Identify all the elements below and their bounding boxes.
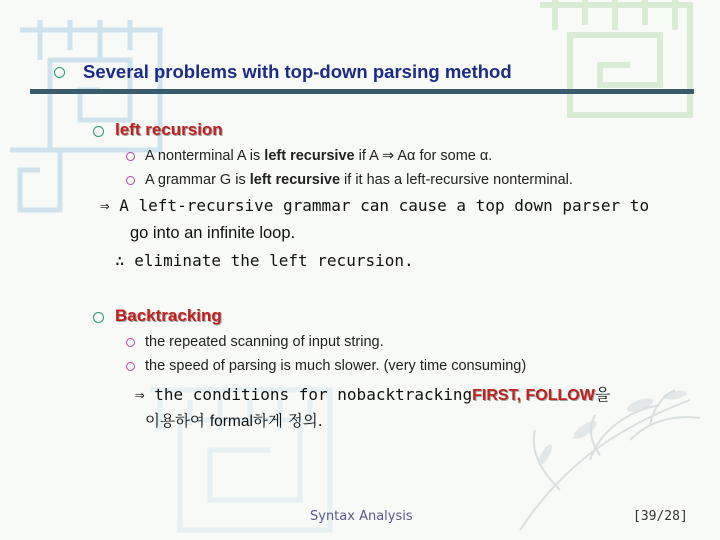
section-bullet-icon: [93, 126, 104, 137]
item-bullet-icon: [126, 338, 135, 347]
formal-term: formal: [209, 413, 253, 430]
item-bullet-icon: [126, 362, 135, 371]
section-heading-left-recursion: left recursion: [115, 120, 223, 139]
item-text: A nonterminal A is: [145, 148, 265, 164]
list-item: [145, 172, 573, 188]
item-bullet-icon: [126, 176, 135, 185]
therefore-line: ∴ eliminate the left recursion.: [115, 251, 414, 270]
slide-title: Several problems with top-down parsing method: [83, 61, 512, 82]
item-text: if A ⇒ Aα for some α.: [354, 148, 493, 164]
footer-title: Syntax Analysis: [310, 509, 413, 524]
item-text: A grammar G is: [145, 172, 250, 188]
title-bullet-icon: [54, 67, 65, 78]
implication-text: ⇒ the conditions for nobacktracking: [135, 385, 473, 404]
section-heading-backtracking: Backtracking: [115, 306, 222, 325]
section-bullet-icon: [93, 312, 104, 323]
list-item: the repeated scanning of input string.: [145, 334, 384, 350]
title-divider: [30, 89, 694, 94]
backtracking-implication-continued: [145, 409, 323, 431]
backtracking-implication: [135, 382, 610, 405]
item-bold-term: left recursive: [249, 172, 341, 188]
implication-text: 하게 정의.: [252, 412, 323, 430]
implication-suffix: 을: [594, 385, 611, 404]
implication-line: ⇒ A left-recursive grammar can cause a top down parser to: [100, 196, 650, 215]
list-item: the speed of parsing is much slower. (very time consuming): [145, 358, 527, 374]
first-follow-term: FIRST, FOLLOW: [472, 387, 595, 404]
item-bold-term: left recursive: [264, 148, 355, 164]
page-number: [39/28]: [633, 509, 688, 524]
implication-line-continued: go into an infinite loop.: [130, 224, 296, 242]
implication-text: 이용하여: [145, 412, 210, 430]
item-bullet-icon: [126, 152, 135, 161]
item-text: if it has a left-recursive nonterminal.: [340, 172, 573, 188]
list-item: [145, 148, 492, 164]
